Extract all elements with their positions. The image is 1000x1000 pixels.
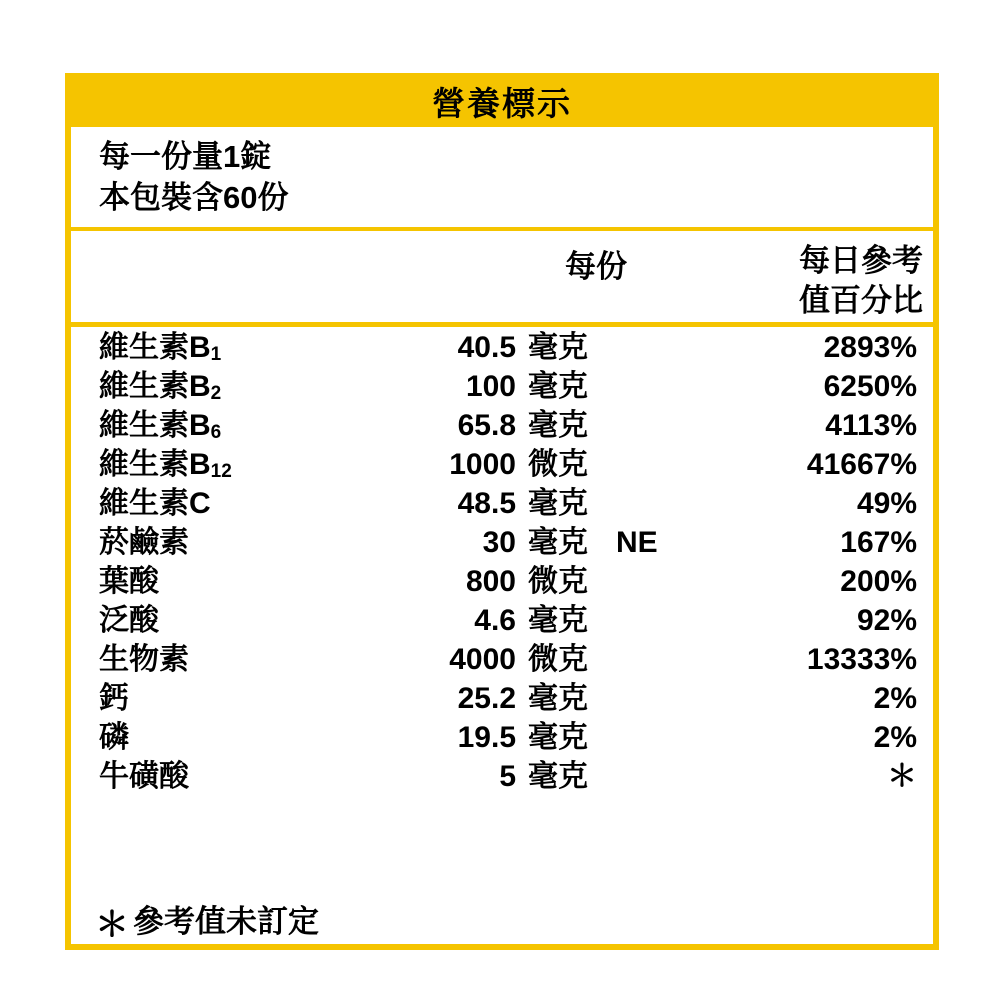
nutrient-name: 磷 <box>99 720 129 754</box>
nutrient-daily-value: 4113% <box>825 408 917 442</box>
nutrient-unit: 毫克 <box>528 681 588 715</box>
nutrient-name: 牛磺酸 <box>99 759 189 793</box>
nutrient-unit: 毫克 <box>528 330 588 364</box>
column-headers <box>71 231 933 327</box>
nutrient-name-subscript: 2 <box>210 382 222 404</box>
nutrient-amount: 100 <box>465 369 516 403</box>
nutrient-name: 維生素C <box>99 486 211 520</box>
nutrient-daily-value: 6250% <box>823 369 917 403</box>
nutrient-amount: 800 <box>465 564 516 598</box>
nutrient-daily-value: ＊ <box>887 759 917 793</box>
nutrient-daily-value: 13333% <box>806 642 917 676</box>
servings-per-container-line: 本包裝含60份 <box>99 179 289 215</box>
nutrient-daily-value: 2893% <box>823 330 917 364</box>
nutrient-name: 泛酸 <box>99 603 159 637</box>
nutrient-name-subscript: 6 <box>210 421 222 443</box>
nutrient-daily-value: 2% <box>873 720 917 754</box>
nutrient-amount: 30 <box>482 525 516 559</box>
nutrient-name: 鈣 <box>99 681 129 715</box>
nutrition-title-bar <box>71 79 933 127</box>
nutrient-name: 葉酸 <box>99 564 159 598</box>
nutrient-unit: 毫克 <box>528 525 588 559</box>
nutrient-unit: 毫克 <box>528 408 588 442</box>
footnote-text: 參考值未訂定 <box>133 904 319 939</box>
nutrient-name: 維生素$B_{12}$ <box>99 447 232 482</box>
nutrient-amount: 48.5 <box>457 486 516 520</box>
nutrient-amount: 5 <box>499 759 516 793</box>
nutrient-unit: 毫克 <box>528 369 588 403</box>
nutrient-name-subscript: 12 <box>210 460 232 482</box>
table-row <box>71 603 933 645</box>
table-row <box>71 681 933 723</box>
column-header-daily-value <box>673 241 923 322</box>
nutrient-amount: 4000 <box>449 642 516 676</box>
table-row <box>71 408 933 450</box>
nutrient-daily-value: 200% <box>840 564 917 598</box>
table-row <box>71 642 933 684</box>
nutrient-name: 維生素$B_6$ <box>99 408 222 443</box>
nutrient-name: 菸鹼素 <box>99 525 189 559</box>
page-title: 營養標示 <box>432 84 572 122</box>
nutrient-daily-value: 167% <box>840 525 917 559</box>
nutrient-unit: 毫克 <box>528 603 588 637</box>
nutrient-note: NE <box>616 525 658 559</box>
table-row <box>71 330 933 372</box>
nutrient-amount: 1000 <box>449 447 516 481</box>
footnote-star: ＊ <box>95 906 129 944</box>
column-header-daily-value-line1: 每日參考 <box>799 242 923 278</box>
column-header-amount: 每份 <box>565 248 627 284</box>
nutrient-daily-value: 2% <box>873 681 917 715</box>
nutrient-unit: 毫克 <box>528 720 588 754</box>
table-row <box>71 486 933 528</box>
nutrient-amount: 25.2 <box>457 681 516 715</box>
nutrition-facts-panel <box>65 73 939 950</box>
table-row <box>71 564 933 606</box>
table-row <box>71 447 933 489</box>
nutrient-unit: 微克 <box>528 564 588 598</box>
nutrient-unit: 毫克 <box>528 759 588 793</box>
nutrient-amount: 65.8 <box>457 408 516 442</box>
nutrient-name-subscript: 1 <box>210 343 222 365</box>
nutrient-rows <box>71 327 933 801</box>
nutrient-name: 維生素$B_2$ <box>99 369 222 404</box>
nutrient-unit: 微克 <box>528 447 588 481</box>
nutrient-amount: 19.5 <box>457 720 516 754</box>
nutrient-daily-value: 41667% <box>806 447 917 481</box>
nutrient-daily-value: 92% <box>856 603 917 637</box>
serving-size-line: 每一份量1錠 <box>99 139 272 174</box>
nutrient-unit: 毫克 <box>528 486 588 520</box>
table-row <box>71 759 933 801</box>
nutrient-unit: 微克 <box>528 642 588 676</box>
nutrient-name: 生物素 <box>99 642 189 676</box>
nutrient-daily-value: 49% <box>856 486 917 520</box>
column-header-daily-value-line2: 值百分比 <box>799 283 923 319</box>
table-row <box>71 720 933 762</box>
footnote <box>95 893 319 942</box>
serving-info-block <box>71 127 933 231</box>
nutrient-amount: 40.5 <box>457 330 516 364</box>
table-row <box>71 369 933 411</box>
nutrient-amount: 4.6 <box>474 603 516 637</box>
table-row <box>71 525 933 567</box>
nutrient-name: 維生素$B_1$ <box>99 330 222 365</box>
